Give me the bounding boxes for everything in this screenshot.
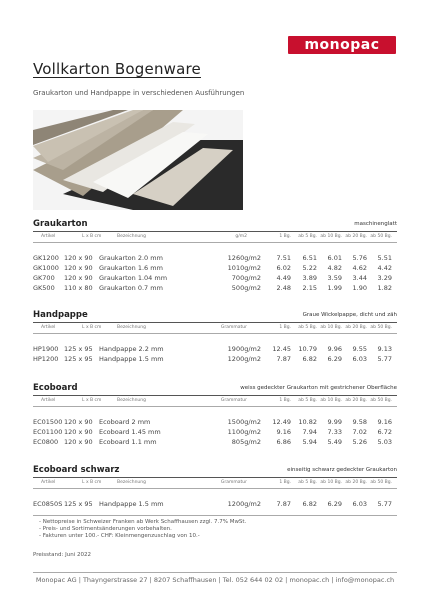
cell-bezeichnung: Graukarton 0.7 mm <box>99 284 163 292</box>
section-title: Ecoboard <box>33 383 78 393</box>
table-row <box>33 253 397 263</box>
monopac-logo <box>288 36 396 54</box>
footer-contact: Monopac AG | Thayngerstrasse 27 | 8207 Schaffhausen | Tel. 052 644 02 02 | monopac.ch | info@monopac.ch <box>33 572 397 584</box>
col-bezeichnung: Bezeichnung <box>117 398 146 403</box>
cell-price-10: 7.33 <box>327 428 342 436</box>
cell-bezeichnung: Ecoboard 2 mm <box>99 418 151 426</box>
section-header <box>33 465 397 478</box>
note-line: - Preis- und Sortimentsänderungen vorbehalten. <box>39 526 172 532</box>
cell-gsm: 1100g/m2 <box>227 428 261 436</box>
section-ecoboard-schwarz <box>33 465 397 509</box>
cell-artikel: GK500 <box>33 284 55 292</box>
cell-price-10: 4.82 <box>327 264 342 272</box>
cell-artikel: EC01500 <box>33 418 63 426</box>
cell-size: 120 x 90 <box>64 418 93 426</box>
col-price-10: ab 10 Bg. <box>320 398 342 403</box>
cell-size: 120 x 90 <box>64 274 93 282</box>
col-price-20: ab 20 Bg. <box>345 398 367 403</box>
column-header-row <box>33 478 397 489</box>
cell-price-50: 3.29 <box>377 274 392 282</box>
cell-price-1: 9.16 <box>276 428 291 436</box>
section-title: Handpappe <box>33 310 88 320</box>
cell-artikel: GK1200 <box>33 254 59 262</box>
cell-bezeichnung: Graukarton 2.0 mm <box>99 254 163 262</box>
note-line: - Fakturen unter 100.- CHF: Kleinmengenzuschlag von 10.- <box>39 533 200 539</box>
table-row <box>33 354 397 364</box>
cell-price-20: 5.26 <box>352 438 367 446</box>
cell-size: 120 x 90 <box>64 254 93 262</box>
note-line: - Nettopreise in Schweizer Franken ab Werk Schaffhausen zzgl. 7.7% MwSt. <box>39 519 247 525</box>
page-subtitle: Graukarton und Handpappe in verschiedenen Ausführungen <box>33 89 245 97</box>
col-size: L x B cm <box>82 398 102 403</box>
col-price-5: ab 5 Bg. <box>298 234 317 239</box>
cell-price-1: 4.49 <box>276 274 291 282</box>
notes-block <box>33 515 397 540</box>
table-body <box>33 344 397 364</box>
col-price-50: ab 50 Bg. <box>370 325 392 330</box>
cell-price-20: 7.02 <box>352 428 367 436</box>
cell-size: 110 x 80 <box>64 284 93 292</box>
cell-price-1: 2.48 <box>276 284 291 292</box>
cell-bezeichnung: Handpappe 1.5 mm <box>99 500 164 508</box>
cell-price-20: 9.55 <box>352 345 367 353</box>
col-price-10: ab 10 Bg. <box>320 480 342 485</box>
cell-gsm: 1010g/m2 <box>227 264 261 272</box>
col-price-5: ab 5 Bg. <box>298 325 317 330</box>
cell-price-10: 1.99 <box>327 284 342 292</box>
cell-price-50: 9.13 <box>377 345 392 353</box>
col-gsm: Grammatur <box>220 480 247 485</box>
col-bezeichnung: Bezeichnung <box>117 480 146 485</box>
col-price-1: 1 Bg. <box>279 398 291 403</box>
section-description: Graue Wickelpappe, dicht und zäh <box>302 312 397 318</box>
cell-price-50: 5.03 <box>377 438 392 446</box>
col-bezeichnung: Bezeichnung <box>117 325 146 330</box>
cell-price-1: 6.02 <box>276 264 291 272</box>
cell-price-5: 5.22 <box>302 264 317 272</box>
cell-bezeichnung: Graukarton 1.6 mm <box>99 264 163 272</box>
col-price-10: ab 10 Bg. <box>320 234 342 239</box>
cell-price-5: 6.82 <box>302 500 317 508</box>
section-graukarton <box>33 219 397 293</box>
col-artikel: Artikel <box>41 234 56 239</box>
cell-price-50: 5.51 <box>377 254 392 262</box>
col-price-50: ab 50 Bg. <box>370 480 392 485</box>
column-header-row <box>33 323 397 334</box>
cell-price-5: 3.89 <box>302 274 317 282</box>
col-size: L x B cm <box>82 234 102 239</box>
cell-price-10: 6.29 <box>327 355 342 363</box>
cell-price-20: 9.58 <box>352 418 367 426</box>
cell-bezeichnung: Ecoboard 1.1 mm <box>99 438 157 446</box>
cell-size: 125 x 95 <box>64 355 93 363</box>
cell-gsm: 1260g/m2 <box>227 254 261 262</box>
cell-artikel: EC0850S <box>33 500 63 508</box>
cell-price-20: 4.62 <box>352 264 367 272</box>
cell-price-5: 7.94 <box>302 428 317 436</box>
col-size: L x B cm <box>82 480 102 485</box>
cell-price-20: 6.03 <box>352 500 367 508</box>
cell-size: 120 x 90 <box>64 438 93 446</box>
section-header <box>33 383 397 396</box>
col-price-20: ab 20 Bg. <box>345 234 367 239</box>
cell-price-10: 5.49 <box>327 438 342 446</box>
section-header <box>33 219 397 232</box>
cell-gsm: 1200g/m2 <box>227 500 261 508</box>
col-size: L x B cm <box>82 325 102 330</box>
section-ecoboard <box>33 383 397 447</box>
section-description: weiss gedeckter Graukarton mit gestrichener Oberfläche <box>240 385 397 391</box>
cell-gsm: 1900g/m2 <box>227 345 261 353</box>
cell-bezeichnung: Ecoboard 1.45 mm <box>99 428 161 436</box>
cell-price-50: 9.16 <box>377 418 392 426</box>
col-price-1: 1 Bg. <box>279 325 291 330</box>
col-price-50: ab 50 Bg. <box>370 398 392 403</box>
cell-price-1: 6.86 <box>276 438 291 446</box>
section-header <box>33 310 397 323</box>
cell-artikel: GK700 <box>33 274 55 282</box>
cell-price-5: 5.94 <box>302 438 317 446</box>
cell-price-20: 6.03 <box>352 355 367 363</box>
cell-price-1: 7.87 <box>276 355 291 363</box>
cell-price-1: 12.49 <box>272 418 291 426</box>
col-bezeichnung: Bezeichnung <box>117 234 146 239</box>
col-price-10: ab 10 Bg. <box>320 325 342 330</box>
cell-price-20: 1.90 <box>352 284 367 292</box>
section-title: Graukarton <box>33 219 88 229</box>
cell-gsm: 700g/m2 <box>231 274 261 282</box>
price-date: Preisstand: Juni 2022 <box>33 552 91 558</box>
section-title: Ecoboard schwarz <box>33 465 120 475</box>
table-row <box>33 499 397 509</box>
cell-price-10: 3.59 <box>327 274 342 282</box>
table-row <box>33 283 397 293</box>
cell-gsm: 500g/m2 <box>231 284 261 292</box>
table-body <box>33 253 397 293</box>
col-artikel: Artikel <box>41 480 56 485</box>
col-price-50: ab 50 Bg. <box>370 234 392 239</box>
table-body <box>33 417 397 447</box>
cell-artikel: EC01100 <box>33 428 63 436</box>
cell-artikel: HP1900 <box>33 345 59 353</box>
cell-bezeichnung: Graukarton 1.04 mm <box>99 274 168 282</box>
cell-size: 120 x 90 <box>64 428 93 436</box>
cell-price-1: 7.51 <box>276 254 291 262</box>
cell-size: 125 x 95 <box>64 345 93 353</box>
table-row <box>33 273 397 283</box>
cell-price-5: 2.15 <box>302 284 317 292</box>
cell-price-5: 10.79 <box>298 345 317 353</box>
cell-price-20: 3.44 <box>352 274 367 282</box>
cell-price-5: 6.51 <box>302 254 317 262</box>
table-row <box>33 417 397 427</box>
cell-artikel: GK1000 <box>33 264 59 272</box>
col-price-1: 1 Bg. <box>279 480 291 485</box>
cell-price-10: 9.99 <box>327 418 342 426</box>
table-row <box>33 437 397 447</box>
table-body <box>33 499 397 509</box>
col-price-5: ab 5 Bg. <box>298 480 317 485</box>
cell-price-10: 9.96 <box>327 345 342 353</box>
cell-price-10: 6.29 <box>327 500 342 508</box>
col-gsm: Grammatur <box>220 398 247 403</box>
col-artikel: Artikel <box>41 325 56 330</box>
col-price-20: ab 20 Bg. <box>345 325 367 330</box>
section-description: einseitig schwarz gedeckter Graukarton <box>287 467 397 473</box>
col-price-20: ab 20 Bg. <box>345 480 367 485</box>
cell-price-5: 6.82 <box>302 355 317 363</box>
col-gsm: Grammatur <box>220 325 247 330</box>
col-gsm: g/m2 <box>235 234 247 239</box>
cell-gsm: 1200g/m2 <box>227 355 261 363</box>
cell-price-5: 10.82 <box>298 418 317 426</box>
cell-price-50: 1.82 <box>377 284 392 292</box>
cell-gsm: 805g/m2 <box>231 438 261 446</box>
cell-price-1: 12.45 <box>272 345 291 353</box>
column-header-row <box>33 396 397 407</box>
cell-gsm: 1500g/m2 <box>227 418 261 426</box>
cell-price-50: 4.42 <box>377 264 392 272</box>
section-description: maschinenglatt <box>354 221 397 227</box>
cell-price-20: 5.76 <box>352 254 367 262</box>
section-handpappe <box>33 310 397 364</box>
logo-text: monopac <box>304 37 380 53</box>
cardboard-stack-photo <box>33 110 243 210</box>
cell-bezeichnung: Handpappe 1.5 mm <box>99 355 164 363</box>
cell-artikel: HP1200 <box>33 355 59 363</box>
cell-size: 120 x 90 <box>64 264 93 272</box>
table-row <box>33 263 397 273</box>
cell-artikel: EC0800 <box>33 438 59 446</box>
table-row <box>33 344 397 354</box>
col-artikel: Artikel <box>41 398 56 403</box>
cell-bezeichnung: Handpappe 2.2 mm <box>99 345 164 353</box>
cell-price-50: 5.77 <box>377 355 392 363</box>
cell-size: 125 x 95 <box>64 500 93 508</box>
page-title: Vollkarton Bogenware <box>33 60 201 78</box>
col-price-1: 1 Bg. <box>279 234 291 239</box>
column-header-row <box>33 232 397 243</box>
cell-price-10: 6.01 <box>327 254 342 262</box>
cell-price-50: 6.72 <box>377 428 392 436</box>
cell-price-1: 7.87 <box>276 500 291 508</box>
col-price-5: ab 5 Bg. <box>298 398 317 403</box>
cell-price-50: 5.77 <box>377 500 392 508</box>
table-row <box>33 427 397 437</box>
